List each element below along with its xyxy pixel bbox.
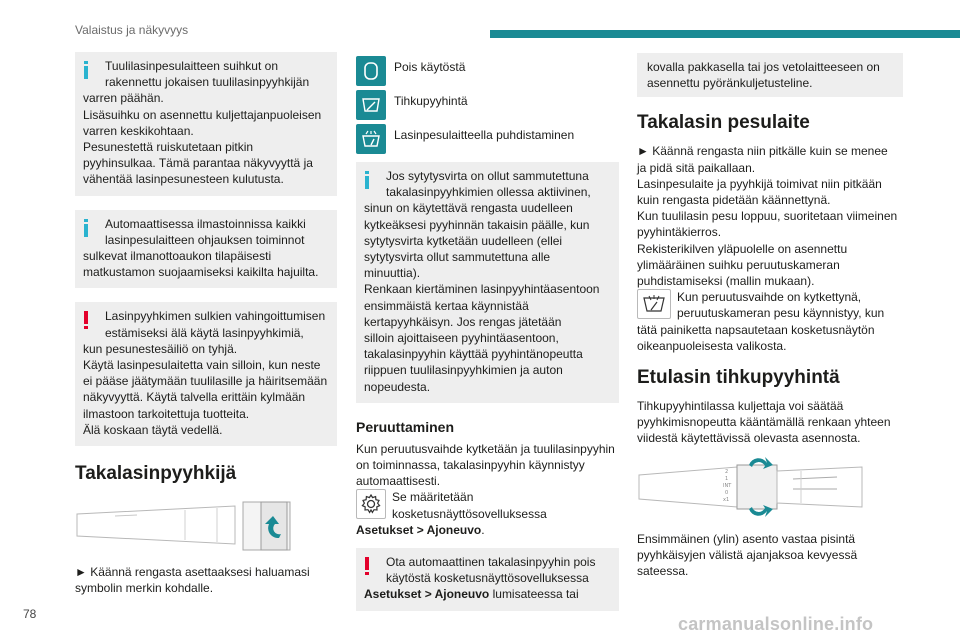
instruction-text: ► Käännä rengasta asettaaksesi haluamasi bbox=[75, 565, 310, 580]
page-number: 78 bbox=[23, 607, 37, 621]
rear-wiper-stalk-illustration bbox=[75, 494, 295, 556]
note-text: ei pääse jäätymään tuulilasille ja häiritsemään bbox=[83, 374, 328, 389]
warning-note bbox=[75, 302, 337, 446]
body-text: Kun peruutusvaihde on kytkettynä, bbox=[677, 290, 862, 305]
body-text: kosketusnäyttösovelluksessa bbox=[392, 506, 547, 521]
note-text: käytöstä kosketusnäyttösovelluksessa bbox=[386, 571, 589, 586]
body-text: pyyhintäkierros. bbox=[637, 225, 722, 240]
note-text: varren päähän. bbox=[83, 91, 164, 106]
wiper-off-icon bbox=[356, 56, 386, 86]
column-1 bbox=[75, 52, 337, 596]
washer-icon bbox=[356, 124, 386, 154]
note-text: näkyvyyttä. Käytä talvella erittäin kylmään bbox=[83, 390, 306, 405]
note-text: Jos sytytysvirta on ollut sammutettuna bbox=[386, 169, 589, 183]
stalk-position-label: INT bbox=[723, 482, 732, 489]
body-text: tätä painiketta napsautetaan kosketusnäytön bbox=[637, 322, 875, 337]
note-text: kytkeäksesi pyyhinnän takaisin päälle, kun bbox=[364, 217, 590, 232]
note-text: pyyhinsulkaa. Tämä parantaa näkyvyyttä ja bbox=[83, 156, 313, 171]
body-text: puhdistamiseksi (mallin mukaan). bbox=[637, 274, 815, 289]
body-text: Ensimmäinen (ylin) asento vastaa pisintä bbox=[637, 531, 856, 546]
note-text: takalasinpyyhkimien ollessa aktiivinen, bbox=[386, 185, 591, 200]
icon-row bbox=[356, 90, 619, 120]
camera-wash-row bbox=[637, 289, 903, 321]
settings-row bbox=[356, 489, 619, 521]
header-bar bbox=[490, 30, 960, 38]
stalk-position-label: 2 bbox=[725, 468, 729, 475]
info-note bbox=[75, 210, 337, 289]
note-text: lumisateessa tai bbox=[489, 587, 579, 602]
section-heading: Takalasinpyyhkijä bbox=[75, 463, 237, 485]
note-continuation bbox=[637, 53, 903, 97]
icon-label: Lasinpesulaitteella puhdistaminen bbox=[394, 128, 575, 142]
note-text: nopeudesta. bbox=[364, 379, 431, 394]
note-text: asennettu pyöränkuljetusteline. bbox=[647, 76, 813, 91]
stalk-position-label: 1 bbox=[725, 475, 729, 482]
body-text: viidestä käytettävissä olevasta asennosta. bbox=[637, 431, 861, 446]
info-note bbox=[75, 52, 337, 196]
note-text: riippuen tuulilasinpyyhkimien ja auton bbox=[364, 363, 563, 378]
watermark: carmanualsonline.info bbox=[678, 614, 874, 634]
note-text: lasinpesulaitteen ohjauksen toiminnot bbox=[105, 232, 305, 247]
note-text: ensimmäistä kertaa käynnistää bbox=[364, 298, 529, 313]
note-text: kun pesunestesäiliö on tyhjä. bbox=[83, 341, 238, 356]
note-text: Älä koskaan täytä vedellä. bbox=[83, 422, 223, 437]
note-text: vähentää lasinpesunesteen kulutusta. bbox=[83, 172, 284, 187]
body-text: Tihkupyyhintilassa kuljettaja voi säätää bbox=[637, 399, 844, 414]
warning-note bbox=[356, 548, 619, 611]
body-text: Rekisterikilven yläpuolelle on asennettu bbox=[637, 241, 848, 256]
note-text: sytytysvirta ollut sammutettuna alle bbox=[364, 250, 551, 265]
warning-icon bbox=[365, 557, 369, 575]
header-title: Valaistus ja näkyvyys bbox=[75, 23, 189, 37]
column-2 bbox=[356, 56, 619, 625]
note-text: Lasinpyyhkimen sulkien vahingoittumisen bbox=[105, 309, 326, 324]
icon-label: Pois käytöstä bbox=[394, 60, 466, 74]
note-text: kertapyyhkäisyn. Jos rengas jätetään bbox=[364, 314, 562, 329]
settings-path: Asetukset > Ajoneuvo bbox=[356, 522, 482, 537]
note-text: sinun on käytettävä rengasta uudelleen bbox=[364, 201, 573, 216]
note-text: silloin ajoittaiseen pyyhintäasentoon, bbox=[364, 331, 559, 346]
body-text: ja pidä sitä paikallaan. bbox=[637, 160, 756, 175]
icon-row bbox=[356, 56, 619, 86]
note-text: Automaattisessa ilmastoinnissa kaikki bbox=[105, 216, 306, 231]
note-text: varren keskikohtaan. bbox=[83, 123, 194, 138]
body-text: ylimääräinen suihku peruutuskameran bbox=[637, 257, 840, 272]
body-text: ► Käännä rengasta niin pitkälle kuin se menee bbox=[637, 144, 888, 159]
body-text: . bbox=[481, 522, 485, 537]
note-text: kovalla pakkasella tai jos vetolaitteeseen on bbox=[647, 60, 880, 74]
body-text: oikeanpuoleisesta valikosta. bbox=[637, 338, 787, 353]
section-heading: Etulasin tihkupyyhintä bbox=[637, 367, 840, 389]
info-icon bbox=[84, 219, 88, 237]
note-text: rakennettu jokaisen tuulilasinpyyhkijän bbox=[105, 75, 310, 90]
note-text: Lisäsuihku on asennettu kuljettajanpuoleisen bbox=[83, 107, 322, 122]
front-wiper-stalk-illustration bbox=[637, 453, 867, 523]
note-text: ilmastoon tarkoitettuja tuotteita. bbox=[83, 406, 250, 421]
note-text: matkustamon suojaamiseksi kaikilta hajuilta. bbox=[83, 265, 319, 280]
body-text: automaattisesti. bbox=[356, 474, 441, 489]
info-note bbox=[356, 162, 619, 403]
body-text: Kun peruutusvaihde kytketään ja tuulilasinpyyhin bbox=[356, 441, 615, 456]
body-text: sateessa. bbox=[637, 564, 689, 579]
body-text: Kun tuulilasin pesu loppuu, suoritetaan viimeinen bbox=[637, 209, 898, 224]
camera-washer-icon bbox=[637, 289, 671, 319]
body-text: pyyhkimisnopeutta kääntämällä renkaan yhteen bbox=[637, 415, 891, 430]
warning-icon bbox=[84, 311, 88, 329]
intermittent-wipe-icon bbox=[356, 90, 386, 120]
section-heading: Takalasin pesulaite bbox=[637, 112, 810, 134]
note-text: estämiseksi älä käytä lasinpyyhkimiä, bbox=[105, 325, 304, 340]
note-text: sytytysvirta kytketään uudelleen (ellei bbox=[364, 233, 563, 248]
note-text: Renkaan kiertäminen lasinpyyhintäasentoon bbox=[364, 282, 600, 297]
stalk-position-label: 0 bbox=[725, 489, 729, 496]
note-text: Ota automaattinen takalasinpyyhin pois bbox=[386, 555, 596, 570]
body-text: on toiminnassa, takalasinpyyhin käynnistyy bbox=[356, 458, 585, 473]
icon-label: Tihkupyyhintä bbox=[394, 94, 468, 108]
body-text: peruutuskameran pesu käynnistyy, kun bbox=[677, 306, 885, 321]
note-text: Käytä lasinpesulaitetta vain silloin, kun neste bbox=[83, 358, 321, 373]
note-text: Pesunestettä ruiskutetaan pitkin bbox=[83, 140, 254, 155]
note-text: sulkevat ilmanottoaukon tilapäisesti bbox=[83, 249, 272, 264]
note-text: takalasinpyyhin käyttää pyyhintänopeutta bbox=[364, 347, 583, 362]
info-icon bbox=[365, 171, 369, 189]
settings-path: Asetukset > Ajoneuvo bbox=[364, 587, 490, 602]
note-text: minuuttia). bbox=[364, 266, 421, 281]
body-text: pyyhkäisyjen välistä ajanjaksoa kevyessä bbox=[637, 547, 858, 562]
body-text: Lasinpesulaite ja pyyhkijä toimivat niin pitkään bbox=[637, 176, 882, 191]
body-text: kuin rengasta pidetään käännettynä. bbox=[637, 193, 831, 208]
stalk-position-label: x1 bbox=[723, 496, 730, 503]
subsection-heading: Peruuttaminen bbox=[356, 418, 455, 435]
gear-icon bbox=[356, 489, 386, 519]
column-3 bbox=[637, 53, 903, 579]
note-text: Tuulilasinpesulaitteen suihkut on bbox=[105, 59, 278, 73]
icon-row bbox=[356, 124, 619, 154]
instruction-text: symbolin merkin kohdalle. bbox=[75, 581, 214, 596]
info-icon bbox=[84, 61, 88, 79]
body-text: Se määritetään bbox=[392, 490, 474, 505]
